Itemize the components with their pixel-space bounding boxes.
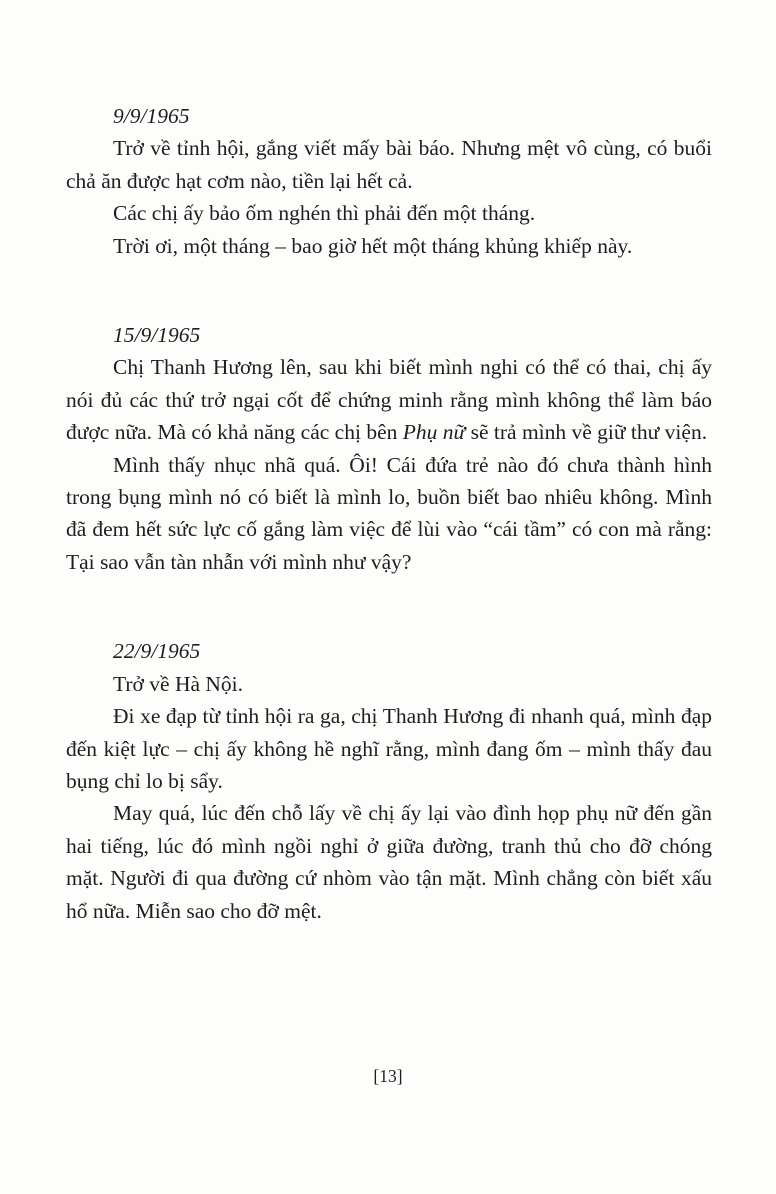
paragraph: Đi xe đạp từ tỉnh hội ra ga, chị Thanh Hương đi nhanh quá, mình đạp đến kiệt lực – chị ấy không hề nghĩ rằng, mình đang ốm – mình thấy đau bụng chỉ lo bị sẩy.	[66, 704, 712, 793]
paragraph: Trở về Hà Nội.	[113, 671, 244, 696]
entry-date: 22/9/1965	[113, 639, 201, 664]
page-number: [13]	[373, 1066, 403, 1086]
italic-text: Phụ nữ	[402, 420, 466, 445]
entry-date: 9/9/1965	[113, 104, 190, 128]
diary-entry	[66, 635, 712, 927]
paragraph	[66, 351, 712, 448]
page-content	[66, 100, 712, 927]
entry-date: 15/9/1965	[113, 323, 201, 348]
paragraph: Trời ơi, một tháng – bao giờ hết một tháng khủng khiếp này.	[113, 233, 633, 258]
paragraph: May quá, lúc đến chỗ lấy về chị ấy lại vào đình họp phụ nữ đến gần hai tiếng, lúc đó mình ngồi nghỉ ở giữa đường, tranh thủ cho đỡ chóng mặt. Người đi qua đường cứ nhòm vào tận mặt. Mình chẳng còn biết xấu hổ nữa. Miễn sao cho đỡ mệt.	[66, 801, 712, 923]
diary-entry	[66, 319, 712, 578]
diary-entry	[66, 100, 712, 262]
paragraph: Các chị ấy bảo ốm nghén thì phải đến một tháng.	[113, 201, 536, 226]
text-segment: sẽ trả mình về giữ thư viện.	[465, 420, 708, 445]
paragraph: Trở về tỉnh hội, gắng viết mấy bài báo. Nhưng mệt vô cùng, có buổi chả ăn được hạt cơm nào, tiền lại hết cả.	[66, 136, 712, 193]
paragraph: Mình thấy nhục nhã quá. Ôi! Cái đứa trẻ nào đó chưa thành hình trong bụng mình nó có biết là mình lo, buồn biết bao nhiêu không. Mình đã đem hết sức lực cố gắng làm việc để lùi vào “cái tầm” có con mà rằng: Tại sao vẫn tàn nhẫn với mình như vậy?	[66, 452, 712, 574]
text-segment: Chị Thanh Hương lên, sau khi biết mình nghi có thể có thai, chị ấy nói đủ các thứ trở ngại cốt để chứng minh rằng mình không thể làm báo được nữa. Mà có khả năng các chị bên	[66, 355, 712, 445]
